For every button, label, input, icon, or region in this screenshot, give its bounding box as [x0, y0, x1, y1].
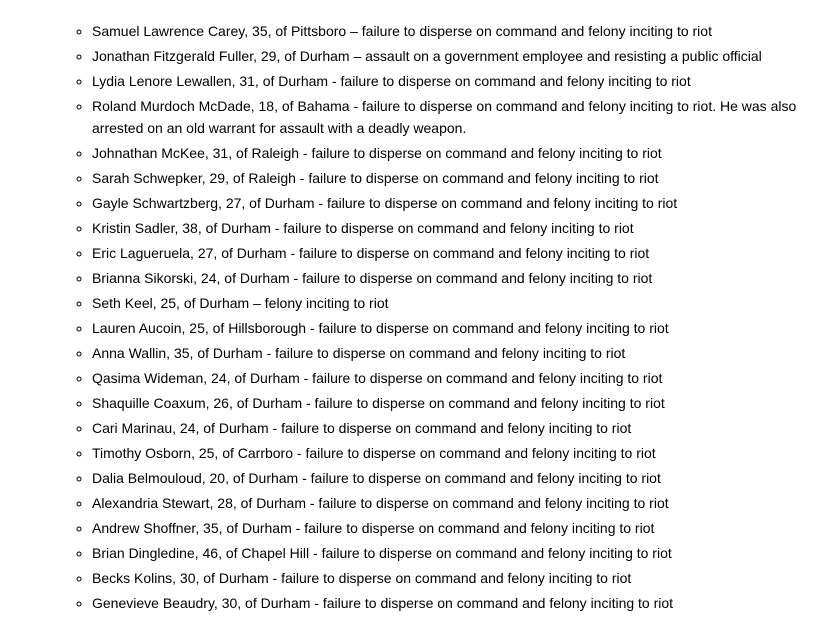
list-item: ◦ Genevieve Beaudry, 30, of Durham - failure to disperse on command and felony inciting to riot [92, 592, 822, 614]
list-item: ◦ Dalia Belmouloud, 20, of Durham - failure to disperse on command and felony inciting to riot [92, 467, 822, 489]
list-item: ◦ Qasima Wideman, 24, of Durham - failure to disperse on command and felony inciting to riot [92, 367, 822, 389]
arrest-list [0, 20, 822, 614]
list-item: ◦ Gayle Schwartzberg, 27, of Durham - failure to disperse on command and felony inciting to riot [92, 192, 822, 214]
list-item: ◦ Kristin Sadler, 38, of Durham - failure to disperse on command and felony inciting to riot [92, 217, 822, 239]
list-item: ◦ Sarah Schwepker, 29, of Raleigh - failure to disperse on command and felony inciting to riot [92, 167, 822, 189]
list-item: ◦ Brian Dingledine, 46, of Chapel Hill - failure to disperse on command and felony inciting to riot [92, 542, 822, 564]
list-item: ◦ Alexandria Stewart, 28, of Durham - failure to disperse on command and felony inciting to riot [92, 492, 822, 514]
list-item: ◦ Anna Wallin, 35, of Durham - failure to disperse on command and felony inciting to riot [92, 342, 822, 364]
list-item: ◦ Jonathan Fitzgerald Fuller, 29, of Durham – assault on a government employee and resisting a public official [92, 45, 822, 67]
list-item: ◦ Shaquille Coaxum, 26, of Durham - failure to disperse on command and felony inciting to riot [92, 392, 822, 414]
list-item: ◦ Andrew Shoffner, 35, of Durham - failure to disperse on command and felony inciting to riot [92, 517, 822, 539]
list-item: ◦ Seth Keel, 25, of Durham – felony inciting to riot [92, 292, 822, 314]
list-item: ◦ Roland Murdoch McDade, 18, of Bahama - failure to disperse on command and felony inciting to riot. He was also arrested on an old warrant for assault with a deadly weapon. [92, 95, 822, 139]
list-item: ◦ Eric Lagueruela, 27, of Durham - failure to disperse on command and felony inciting to riot [92, 242, 822, 264]
list-item: ◦ Timothy Osborn, 25, of Carrboro - failure to disperse on command and felony inciting to riot [92, 442, 822, 464]
list-item: ◦ Johnathan McKee, 31, of Raleigh - failure to disperse on command and felony inciting to riot [92, 142, 822, 164]
list-item: ◦ Lydia Lenore Lewallen, 31, of Durham - failure to disperse on command and felony inciting to riot [92, 70, 822, 92]
list-item: ◦ Lauren Aucoin, 25, of Hillsborough - failure to disperse on command and felony inciting to riot [92, 317, 822, 339]
list-item: ◦ Cari Marinau, 24, of Durham - failure to disperse on command and felony inciting to riot [92, 417, 822, 439]
list-item: ◦ Samuel Lawrence Carey, 35, of Pittsboro – failure to disperse on command and felony inciting to riot [92, 20, 822, 42]
list-item: ◦ Brianna Sikorski, 24, of Durham - failure to disperse on command and felony inciting to riot [92, 267, 822, 289]
list-item: ◦ Becks Kolins, 30, of Durham - failure to disperse on command and felony inciting to riot [92, 567, 822, 589]
